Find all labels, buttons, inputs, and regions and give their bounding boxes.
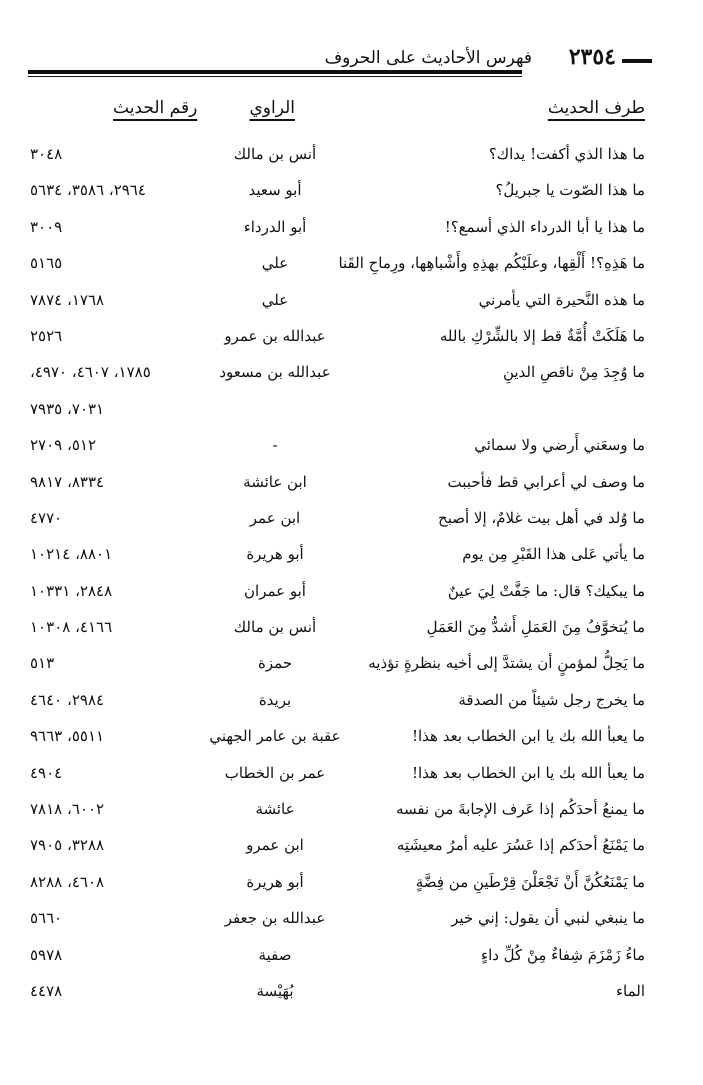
hadith-number: ٥٩٧٨ — [30, 945, 63, 964]
table-row — [0, 795, 703, 831]
hadith-number: ٧٠٣١، ٧٩٣٥ — [30, 399, 105, 418]
narrator: عمر بن الخطاب — [224, 763, 326, 782]
hadith-text: ماءُ زَمْزَمَ شِفاءٌ مِنْ كُلِّ داءٍ — [481, 945, 645, 964]
table-row — [0, 540, 703, 576]
narrator: عبدالله بن جعفر — [224, 909, 326, 928]
narrator: أبو الدرداء — [243, 217, 307, 236]
hadith-text: ما يَمْنَعُ أحدَكم إذا عَسُرَ عليه أمرُ معيشَتِه — [396, 836, 645, 855]
table-row — [0, 904, 703, 940]
hadith-text: ما يعبأ الله بك يا ابن الخطاب بعد هذا! — [411, 763, 645, 782]
narrator: بريدة — [258, 690, 292, 709]
hadith-text: ما وصف لي أعرابي قط فأحببت — [447, 472, 645, 491]
hadith-text: ما هَذِهِ؟! أَلْقِها، وعلَيْكُم بهذِهِ وأَشْباهِها، ورِماحِ القَنا — [338, 254, 645, 273]
table-row — [0, 213, 703, 249]
narrator: أبو عمران — [244, 581, 306, 600]
narrator: صفية — [258, 945, 292, 964]
narrator: ابن عائشة — [243, 472, 307, 491]
table-row — [0, 176, 703, 212]
hadith-text: ما يخرج رجل شيئاً من الصدقة — [458, 690, 645, 709]
page-header — [28, 44, 652, 80]
hadith-number: ٤١٦٦، ١٠٣٠٨ — [30, 618, 113, 637]
table-row — [0, 286, 703, 322]
table-row — [0, 868, 703, 904]
hadith-number: ٢٥٢٦ — [30, 326, 63, 345]
hadith-number: ٣٢٨٨، ٧٩٠٥ — [30, 836, 105, 855]
narrator: عائشة — [255, 800, 295, 819]
hadith-text: ما ينبغي لنبي أن يقول: إني خير — [451, 909, 645, 928]
hadith-number: ٨٨٠١، ١٠٢١٤ — [30, 545, 113, 564]
page-number: ٢٣٥٤ — [568, 44, 616, 70]
hadith-number: ٥١٦٥ — [30, 254, 63, 273]
narrator: - — [272, 436, 278, 455]
hadith-text: ما يَمْنَعُكُنَّ أَنْ تَجْعَلْنَ قِرْطَينِ من فِضَّةٍ — [415, 872, 645, 891]
hadith-number: ٣٠٤٨ — [30, 145, 63, 163]
table-row — [0, 504, 703, 540]
narrator: علي — [261, 290, 289, 309]
narrator: ابن عمرو — [246, 836, 304, 855]
narrator: ابن عمر — [249, 508, 301, 527]
hadith-text: ما وسعَني أَرضي ولا سمائي — [474, 436, 645, 455]
table-row — [0, 759, 703, 795]
hadith-text: ما يمنعُ أحدَكُم إذا عَرف الإجابةَ من نفسه — [396, 800, 645, 819]
hadith-text: الماء — [615, 981, 645, 1000]
table-row — [0, 468, 703, 504]
table-row — [0, 140, 703, 176]
narrator: علي — [261, 254, 289, 273]
hadith-text: ما وُجِدَ مِنْ ناقصِ الدينِ — [502, 363, 645, 382]
hadith-number: ٢٨٤٨، ١٠٣٣١ — [30, 581, 113, 600]
hadith-text: ما هذه النَّحيرة التي يأمرني — [478, 290, 645, 309]
hadith-number: ٥٥١١، ٩٦٦٣ — [30, 727, 105, 746]
table-row — [0, 686, 703, 722]
narrator: عبدالله بن عمرو — [224, 326, 326, 345]
hadith-number: ٤٦٠٨، ٨٢٨٨ — [30, 872, 105, 891]
narrator: أنس بن مالك — [233, 145, 317, 163]
hadith-text: ما يبكيك؟ قال: ما جَفَّتْ لِيَ عينٌ — [447, 581, 645, 600]
table-row — [0, 941, 703, 977]
index-table — [0, 140, 703, 1013]
hadith-number: ٤٧٧٠ — [30, 508, 63, 527]
hadith-text: ما يُتخوَّفُ مِنَ العَمَلِ أَشدُّ مِنَ العَمَلِ — [426, 618, 645, 637]
header-rule-thin — [28, 76, 522, 77]
column-header-hadith-number: رقم الحديث — [113, 98, 198, 118]
narrator: أبو هريرة — [246, 872, 304, 891]
hadith-number: ١٧٦٨، ٧٨٧٤ — [30, 290, 105, 309]
hadith-number: ٢٩٨٤، ٤٦٤٠ — [30, 690, 105, 709]
hadith-text: ما هذا الصّوت يا جبريلُ؟ — [495, 181, 645, 200]
running-title: فهرس الأحاديث على الحروف — [324, 48, 532, 68]
column-header-narrator: الراوي — [249, 98, 295, 118]
hadith-text: ما وُلد في أهل بيت غلامٌ، إلا أصبح — [438, 508, 645, 527]
table-row — [0, 977, 703, 1013]
hadith-number: ١٧٨٥، ٤٦٠٧، ٤٩٧٠، — [30, 363, 151, 382]
narrator: عبدالله بن مسعود — [219, 363, 331, 382]
hadith-text: ما يأتي عَلى هذا القَبْرِ مِن يوم — [462, 545, 645, 564]
table-row — [0, 649, 703, 685]
hadith-text: ما يَحِلُّ لمؤمنٍ أن يشتدَّ إلى أخيه بنظرةٍ تؤذيه — [368, 654, 645, 673]
narrator: عقبة بن عامر الجهني — [209, 727, 341, 746]
table-row — [0, 395, 703, 431]
hadith-number: ٤٤٧٨ — [30, 981, 63, 1000]
hadith-text: ما يعبأ الله بك يا ابن الخطاب بعد هذا! — [411, 727, 645, 746]
narrator: أبو سعيد — [248, 181, 302, 200]
narrator: حمزة — [257, 654, 293, 673]
hadith-number: ٨٣٣٤، ٩٨١٧ — [30, 472, 105, 491]
table-row — [0, 358, 703, 394]
narrator: بُهَيْسة — [256, 981, 294, 1000]
hadith-number: ٢٩٦٤، ٣٥٨٦، ٥٦٣٤ — [30, 181, 146, 200]
table-row — [0, 249, 703, 285]
column-header-hadith-text: طرف الحديث — [547, 98, 645, 118]
header-rule — [28, 70, 522, 74]
hadith-number: ٥١٢، ٢٧٠٩ — [30, 436, 97, 455]
table-row — [0, 577, 703, 613]
table-row — [0, 613, 703, 649]
table-row — [0, 322, 703, 358]
hadith-text: ما هذا يا أبا الدرداء الذي أسمع؟! — [444, 217, 645, 236]
table-row — [0, 722, 703, 758]
hadith-number: ٦٠٠٢، ٧٨١٨ — [30, 800, 105, 819]
narrator: أبو هريرة — [246, 545, 304, 564]
hadith-text: ما هَلَكَتْ أُمَّةٌ قط إلا بالشِّرْكِ بالله — [439, 326, 645, 345]
page-number-dash — [622, 59, 652, 63]
table-row — [0, 431, 703, 467]
hadith-number: ٥٦٦٠ — [30, 909, 63, 928]
hadith-number: ٥١٣ — [30, 654, 55, 673]
hadith-number: ٤٩٠٤ — [30, 763, 63, 782]
table-row — [0, 831, 703, 867]
hadith-number: ٣٠٠٩ — [30, 217, 63, 236]
narrator: أنس بن مالك — [233, 618, 317, 637]
hadith-text: ما هذا الذي أكفت! يداك؟ — [488, 145, 645, 163]
